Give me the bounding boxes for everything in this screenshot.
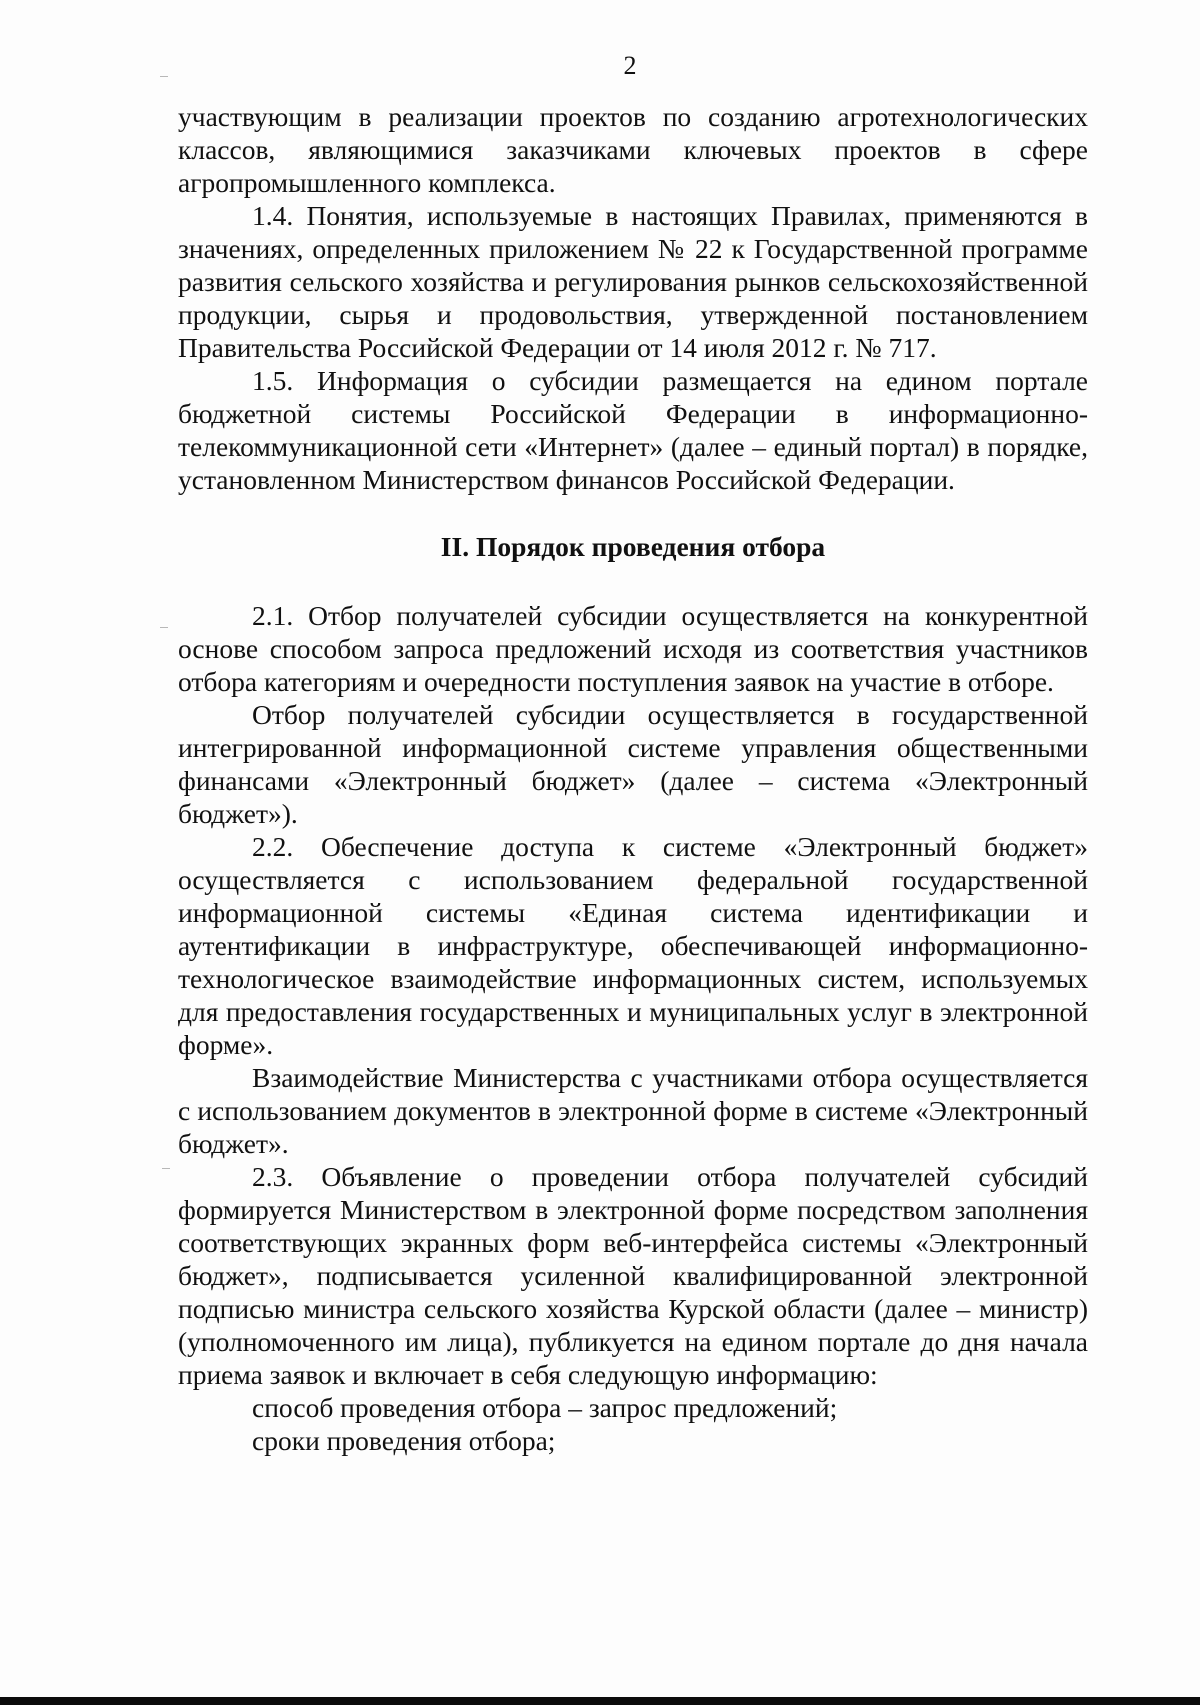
scan-bottom-edge xyxy=(0,1697,1200,1705)
paragraph-2-1: 2.1. Отбор получателей субсидии осуществляется на конкурентной основе способом запроса предложений исходя из соответствия участников отбора категориям и очередности поступления заявок на участие в отборе. xyxy=(178,600,1088,697)
paragraph-2-2: 2.2. Обеспечение доступа к системе «Электронный бюджет» осуществляется с использованием федеральной государственной информационной системы «Единая система идентификации и аутентификации в инфраструктуре, обеспечивающей информационно-технологическое взаимодействие информационных систем, используемых для предоставления государственных и муниципальных услуг в электронной форме». xyxy=(178,831,1088,1060)
paragraph-1-4: 1.4. Понятия, используемые в настоящих Правилах, применяются в значениях, определенных приложением № 22 к Государственной программе развития сельского хозяйства и регулирования рынков сельскохозяйственной продукции, сырья и продовольствия, утвержденной постановлением Правительства Российской Федерации от 14 июля 2012 г. № 717. xyxy=(178,200,1088,363)
paragraph-2-3: 2.3. Объявление о проведении отбора получателей субсидий формируется Министерством в электронной форме посредством заполнения соответствующих экранных форм веб-интерфейса системы «Электронный бюджет», подписывается усиленной квалифицированной электронной подписью министра сельского хозяйства Курской области (далее – министр) (уполномоченного им лица), публикуется на едином портале до дня начала приема заявок и включает в себя следующую информацию: xyxy=(178,1161,1088,1390)
list-item: способ проведения отбора – запрос предложений; xyxy=(252,1392,838,1423)
paragraph-1-5: 1.5. Информация о субсидии размещается на едином портале бюджетной системы Российской Федерации в информационно-телекоммуникационной сети «Интернет» (далее – единый портал) в порядке, установленном Министерством финансов Российской Федерации. xyxy=(178,365,1088,495)
scan-mark xyxy=(160,627,168,628)
section-heading: II. Порядок проведения отбора xyxy=(440,531,826,562)
paragraph-2-2-continued: Взаимодействие Министерства с участниками отбора осуществляется с использованием документов в электронной форме в системе «Электронный бюджет». xyxy=(178,1062,1088,1159)
scan-mark xyxy=(160,76,168,77)
scan-mark xyxy=(162,1168,170,1169)
paragraph-continuation: участвующим в реализации проектов по созданию агротехнологических классов, являющимися заказчиками ключевых проектов в сфере агропромышленного комплекса. xyxy=(178,101,1088,198)
paragraph-2-1-continued: Отбор получателей субсидии осуществляется в государственной интегрированной информационной системе управления общественными финансами «Электронный бюджет» (далее – система «Электронный бюджет»). xyxy=(178,699,1088,829)
document-body xyxy=(178,100,1088,1457)
list-item: сроки проведения отбора; xyxy=(252,1425,556,1456)
page-number: 2 xyxy=(623,51,637,80)
